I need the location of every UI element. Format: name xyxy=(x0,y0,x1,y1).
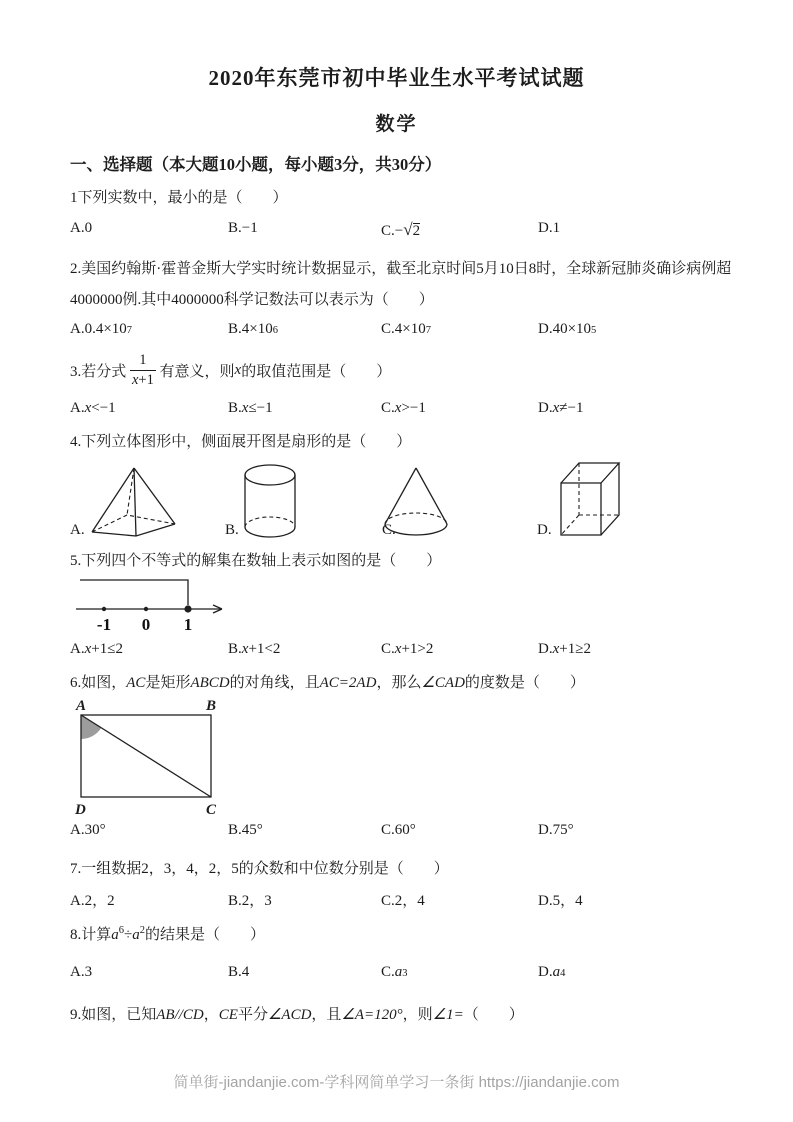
q3-option-b: B. x ≤−1 xyxy=(228,400,273,416)
vertex-label-a: A xyxy=(76,698,87,714)
q5-option-c: C. x +1>2 xyxy=(381,641,434,657)
tick-label-0: 0 xyxy=(141,615,151,634)
q4-figure-b: B. xyxy=(225,463,300,539)
q9-stem: 9.如图，已知AB//CD，CE平分∠ACD，且∠A=120°，则∠1=（ ） xyxy=(70,1007,524,1023)
q2-option-a: A.0.4×10 7 xyxy=(70,321,133,337)
q5-option-b: B. x +1<2 xyxy=(228,641,281,657)
q3-stem: 3.若分式 $\frac{1}{x+1}$ 有意义，则 x 的取值范围是（ ） xyxy=(70,352,392,388)
vertex-label-c: C xyxy=(206,802,217,818)
q7-option-c: C.2，4 xyxy=(381,893,425,909)
q1-option-a: A.0 xyxy=(70,220,93,236)
q6-rectangle-figure xyxy=(68,698,228,818)
tick-label-neg1: -1 xyxy=(96,615,112,634)
q6-option-c: C.60° xyxy=(381,822,416,838)
q6-stem: 6.如图，AC是矩形ABCD的对角线，且AC=2AD，那么∠CAD的度数是（ ） xyxy=(70,675,585,691)
q3-option-a: A. x <−1 xyxy=(70,400,116,416)
fraction: $\frac{1}{x+1}$ xyxy=(131,352,154,388)
q8-options xyxy=(70,964,565,981)
q2-stem: 2.美国约翰斯·霍普金斯大学实时统计数据显示，截至北京时间5月10日8时，全球新冠肺炎确诊病例超 4000000例.其中4000000科学记数法可以表示为（ ） xyxy=(70,261,732,308)
q4-stem: 4.下列立体图形中，侧面展开图是扇形的是（ ） xyxy=(70,434,412,450)
q7-option-a: A.2，2 xyxy=(70,893,115,909)
section-heading: 一、选择题（本大题10小题，每小题3分，共30分） xyxy=(70,155,442,174)
q8-option-d: D. a 4 xyxy=(538,964,566,980)
q3-option-d: D. x ≠−1 xyxy=(538,400,584,416)
vertex-label-d: D xyxy=(75,802,86,818)
q6-option-d: D.75° xyxy=(538,822,574,838)
cylinder-icon xyxy=(240,463,300,539)
q4-figures xyxy=(70,455,730,539)
q4-figure-c: C. xyxy=(380,465,397,539)
q8-option-a: A.3 xyxy=(70,964,93,980)
q5-options xyxy=(70,641,591,658)
sqrt-icon: √ xyxy=(403,220,413,239)
cuboid-icon xyxy=(553,457,629,539)
q2-options xyxy=(70,321,596,338)
q7-option-d: D.5，4 xyxy=(538,893,583,909)
numberline-icon xyxy=(70,572,240,636)
q1-option-b: B.−1 xyxy=(228,220,258,236)
q8-option-b: B.4 xyxy=(228,964,250,980)
q6-option-b: B.45° xyxy=(228,822,263,838)
rectangle-abcd-icon xyxy=(68,698,228,818)
q4-figure-d: D. xyxy=(537,457,629,539)
footer-watermark: 简单街-jiandanjie.com-学科网简单学习一条街 https://jiandanjie.com xyxy=(173,1074,620,1091)
q7-options xyxy=(70,889,583,910)
q3-option-c: C. x >−1 xyxy=(381,400,426,416)
q7-option-b: B.2，3 xyxy=(228,893,272,909)
square-pyramid-icon xyxy=(86,465,182,539)
q2-option-b: B.4×10 6 xyxy=(228,321,278,337)
q8-option-c: C. a 3 xyxy=(381,964,408,980)
q1-option-c: C.− √ 2 xyxy=(381,220,421,239)
q7-stem: 7.一组数据2，3，4，2，5的众数和中位数分别是（ ） xyxy=(70,861,449,877)
q5-option-d: D. x +1≥2 xyxy=(538,641,591,657)
tick-label-1: 1 xyxy=(183,615,193,634)
q5-option-a: A. x +1≤2 xyxy=(70,641,123,657)
q2-option-d: D.40×10 5 xyxy=(538,321,597,337)
q5-stem: 5.下列四个不等式的解集在数轴上表示如图的是（ ） xyxy=(70,553,442,569)
q5-numberline xyxy=(70,572,240,636)
angle-cad-shade xyxy=(81,715,101,739)
page-title: 2020年东莞市初中毕业生水平考试试题 xyxy=(208,66,585,90)
q3-options xyxy=(70,400,583,417)
q1-option-d: D.1 xyxy=(538,220,561,236)
q1-stem: 1下列实数中，最小的是（ ） xyxy=(70,190,288,206)
vertex-label-b: B xyxy=(206,698,217,714)
q1-options xyxy=(70,220,560,240)
q8-stem: 8.计算$a^6\div a^2$的结果是（ ） xyxy=(70,925,266,943)
q6-options xyxy=(70,822,574,839)
q4-figure-a: A. xyxy=(70,465,182,539)
q2-option-c: C.4×10 7 xyxy=(381,321,431,337)
subject-title: 数学 xyxy=(375,114,418,135)
q6-option-a: A.30° xyxy=(70,822,106,838)
